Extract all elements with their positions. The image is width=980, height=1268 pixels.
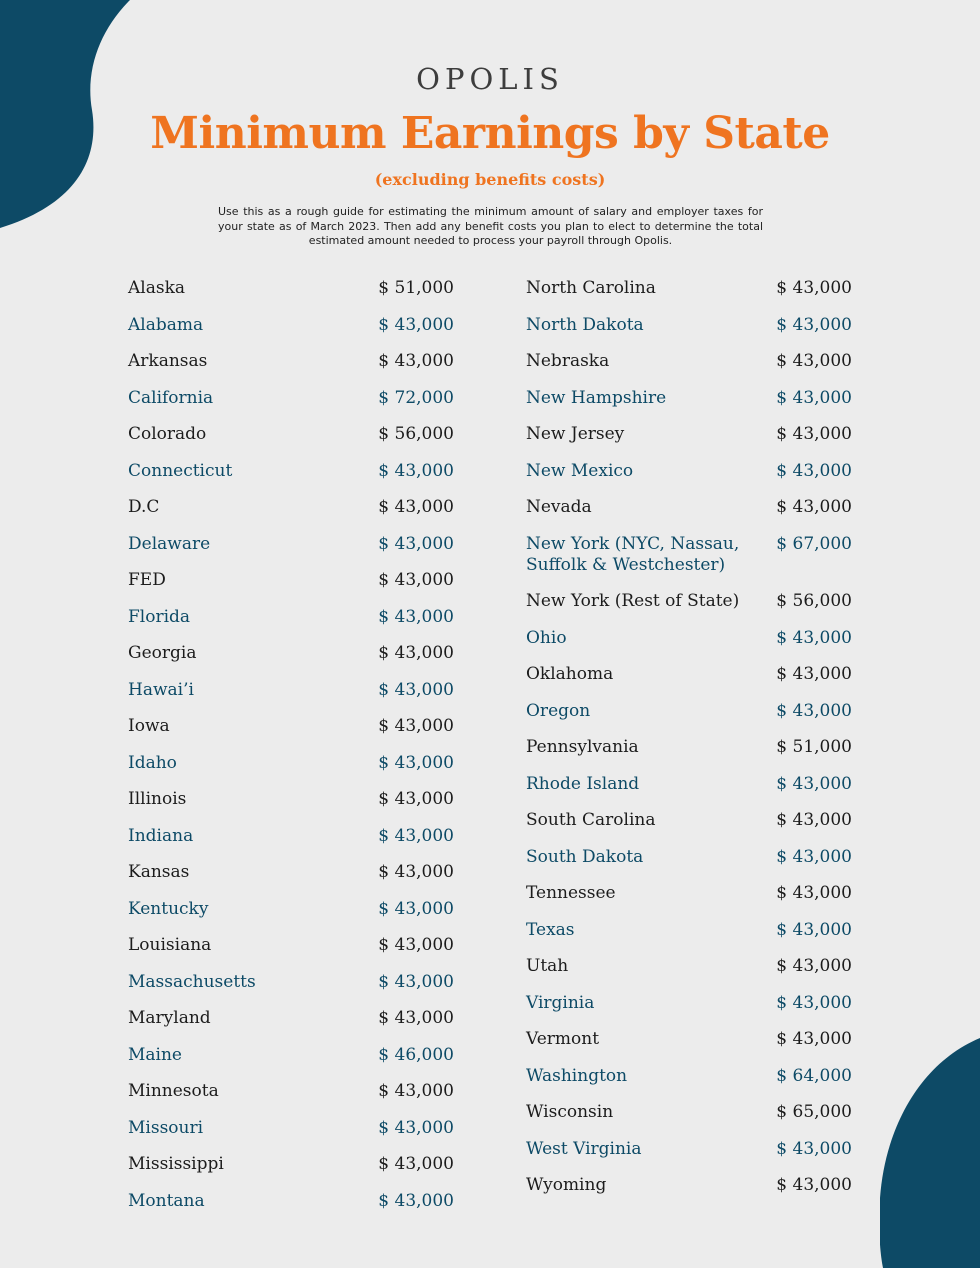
minimum-earnings-amount: $ 43,000 (378, 716, 454, 736)
state-row (128, 826, 454, 847)
state-row (128, 753, 454, 774)
state-name: Hawai’i (128, 679, 194, 700)
state-row (526, 534, 852, 576)
decorative-blob-bottom-right (880, 1038, 980, 1268)
state-row (128, 534, 454, 555)
state-name: Idaho (128, 752, 177, 773)
state-row (128, 1045, 454, 1066)
state-name: Delaware (128, 533, 211, 554)
state-name: Massachusetts (128, 971, 256, 992)
state-row (526, 993, 852, 1014)
state-name: Wyoming (526, 1175, 607, 1195)
state-row (526, 920, 852, 941)
state-row (128, 935, 454, 956)
minimum-earnings-amount: $ 43,000 (776, 992, 852, 1013)
minimum-earnings-amount: $ 56,000 (378, 424, 454, 444)
state-row (526, 628, 852, 649)
minimum-earnings-amount: $ 43,000 (776, 846, 852, 867)
state-name: Utah (526, 956, 569, 976)
state-row (128, 1081, 454, 1102)
state-name: Mississippi (128, 1154, 224, 1174)
state-name: New Mexico (526, 460, 634, 481)
right-state-list (526, 278, 852, 1212)
state-row (526, 847, 852, 868)
minimum-earnings-amount: $ 43,000 (776, 424, 852, 444)
state-row (526, 497, 852, 518)
state-name: South Carolina (526, 810, 656, 830)
state-row (128, 351, 454, 372)
state-row (128, 1118, 454, 1139)
page-title: Minimum Earnings by State (150, 108, 830, 159)
state-name: Maine (128, 1044, 182, 1065)
state-row (526, 461, 852, 482)
state-row (128, 862, 454, 883)
state-row (128, 1008, 454, 1029)
state-name: Kansas (128, 862, 190, 882)
state-row (526, 424, 852, 445)
minimum-earnings-amount: $ 43,000 (378, 1117, 454, 1138)
minimum-earnings-amount: $ 43,000 (776, 1175, 852, 1195)
state-name: Wisconsin (526, 1102, 614, 1122)
state-row (526, 315, 852, 336)
minimum-earnings-amount: $ 43,000 (776, 314, 852, 335)
minimum-earnings-amount: $ 43,000 (776, 278, 852, 298)
state-row (526, 810, 852, 831)
minimum-earnings-amount: $ 43,000 (776, 627, 852, 648)
minimum-earnings-amount: $ 43,000 (776, 460, 852, 481)
state-row (128, 315, 454, 336)
minimum-earnings-amount: $ 51,000 (776, 737, 852, 757)
state-row (526, 956, 852, 977)
state-name: West Virginia (526, 1138, 642, 1159)
state-row (128, 789, 454, 810)
minimum-earnings-amount: $ 72,000 (378, 387, 454, 408)
state-row (526, 1102, 852, 1123)
minimum-earnings-amount: $ 43,000 (378, 825, 454, 846)
page-subtitle: (excluding benefits costs) (374, 170, 606, 189)
state-row (526, 278, 852, 299)
state-name: North Carolina (526, 278, 656, 298)
state-row (128, 643, 454, 664)
state-name: Arkansas (128, 351, 208, 371)
state-name: Texas (526, 919, 575, 940)
state-name: New Hampshire (526, 387, 667, 408)
state-row (128, 388, 454, 409)
state-name: Maryland (128, 1008, 211, 1028)
minimum-earnings-amount: $ 43,000 (776, 351, 852, 371)
minimum-earnings-amount: $ 43,000 (378, 789, 454, 809)
state-name: Minnesota (128, 1081, 219, 1101)
state-row (128, 570, 454, 591)
minimum-earnings-amount: $ 43,000 (378, 1008, 454, 1028)
state-name: Nevada (526, 497, 592, 517)
state-row (128, 424, 454, 445)
state-row (526, 883, 852, 904)
state-name: Connecticut (128, 460, 233, 481)
state-name: Indiana (128, 825, 194, 846)
state-name: New York (NYC, Nassau, Suffolk & Westchester) (526, 533, 740, 575)
state-name: Pennsylvania (526, 737, 639, 757)
state-name: South Dakota (526, 846, 644, 867)
minimum-earnings-amount: $ 64,000 (776, 1065, 852, 1086)
state-name: Montana (128, 1190, 205, 1211)
minimum-earnings-amount: $ 43,000 (776, 919, 852, 940)
state-name: Alabama (128, 314, 204, 335)
minimum-earnings-amount: $ 43,000 (776, 773, 852, 794)
state-name: New Jersey (526, 424, 625, 444)
state-name: Rhode Island (526, 773, 640, 794)
state-name: Ohio (526, 627, 567, 648)
state-name: Oklahoma (526, 664, 614, 684)
left-state-list (128, 278, 454, 1227)
minimum-earnings-amount: $ 43,000 (378, 1190, 454, 1211)
state-name: Florida (128, 606, 191, 627)
state-name: North Dakota (526, 314, 644, 335)
state-row (526, 591, 852, 612)
minimum-earnings-amount: $ 65,000 (776, 1102, 852, 1122)
minimum-earnings-amount: $ 43,000 (776, 664, 852, 684)
state-name: Tennessee (526, 883, 616, 903)
minimum-earnings-amount: $ 43,000 (378, 1081, 454, 1101)
minimum-earnings-amount: $ 43,000 (776, 387, 852, 408)
state-row (526, 388, 852, 409)
state-row (526, 1066, 852, 1087)
minimum-earnings-amount: $ 43,000 (378, 752, 454, 773)
minimum-earnings-amount: $ 43,000 (378, 314, 454, 335)
state-name: Vermont (526, 1029, 600, 1049)
intro-paragraph: Use this as a rough guide for estimating the minimum amount of salary and employer taxes for your state as of March 2023. Then add any benefit costs you plan to elect to determine the total estimated amount needed to process your payroll through Opolis. (218, 205, 763, 247)
minimum-earnings-amount: $ 43,000 (776, 1029, 852, 1049)
state-row (128, 278, 454, 299)
state-name: Virginia (526, 992, 595, 1013)
minimum-earnings-amount: $ 43,000 (378, 351, 454, 371)
state-name: Colorado (128, 424, 207, 444)
state-name: Alaska (128, 278, 186, 298)
minimum-earnings-amount: $ 43,000 (378, 533, 454, 554)
state-row (128, 680, 454, 701)
state-name: Missouri (128, 1117, 204, 1138)
state-name: Georgia (128, 643, 197, 663)
state-row (128, 607, 454, 628)
state-row (128, 1154, 454, 1175)
minimum-earnings-amount: $ 43,000 (378, 679, 454, 700)
state-row (128, 1191, 454, 1212)
state-row (128, 972, 454, 993)
minimum-earnings-amount: $ 43,000 (776, 700, 852, 721)
state-row (128, 461, 454, 482)
state-row (526, 701, 852, 722)
minimum-earnings-amount: $ 43,000 (776, 497, 852, 517)
minimum-earnings-amount: $ 43,000 (378, 971, 454, 992)
state-name: Washington (526, 1065, 628, 1086)
minimum-earnings-amount: $ 43,000 (776, 883, 852, 903)
state-name: D.C (128, 497, 160, 517)
state-name: California (128, 387, 214, 408)
minimum-earnings-amount: $ 43,000 (776, 1138, 852, 1159)
state-row (128, 716, 454, 737)
state-row (526, 1139, 852, 1160)
minimum-earnings-amount: $ 43,000 (378, 606, 454, 627)
state-row (128, 497, 454, 518)
minimum-earnings-amount: $ 43,000 (776, 810, 852, 830)
minimum-earnings-amount: $ 43,000 (378, 1154, 454, 1174)
state-row (526, 664, 852, 685)
state-row (526, 737, 852, 758)
minimum-earnings-amount: $ 46,000 (378, 1044, 454, 1065)
state-name: Illinois (128, 789, 187, 809)
minimum-earnings-amount: $ 56,000 (776, 591, 852, 611)
state-name: Oregon (526, 700, 591, 721)
state-name: Nebraska (526, 351, 610, 371)
state-row (526, 774, 852, 795)
minimum-earnings-amount: $ 43,000 (378, 643, 454, 663)
minimum-earnings-amount: $ 43,000 (776, 956, 852, 976)
state-row (526, 351, 852, 372)
state-name: Louisiana (128, 935, 212, 955)
minimum-earnings-amount: $ 43,000 (378, 460, 454, 481)
state-row (526, 1029, 852, 1050)
state-name: New York (Rest of State) (526, 591, 740, 611)
minimum-earnings-amount: $ 51,000 (378, 278, 454, 298)
minimum-earnings-amount: $ 43,000 (378, 898, 454, 919)
state-name: FED (128, 570, 166, 590)
state-name: Kentucky (128, 898, 209, 919)
opolis-logo: OPOLIS (416, 62, 564, 96)
state-row (526, 1175, 852, 1196)
minimum-earnings-amount: $ 43,000 (378, 935, 454, 955)
minimum-earnings-amount: $ 43,000 (378, 570, 454, 590)
minimum-earnings-amount: $ 43,000 (378, 497, 454, 517)
minimum-earnings-amount: $ 67,000 (776, 533, 852, 554)
state-name: Iowa (128, 716, 170, 736)
state-row (128, 899, 454, 920)
minimum-earnings-amount: $ 43,000 (378, 862, 454, 882)
